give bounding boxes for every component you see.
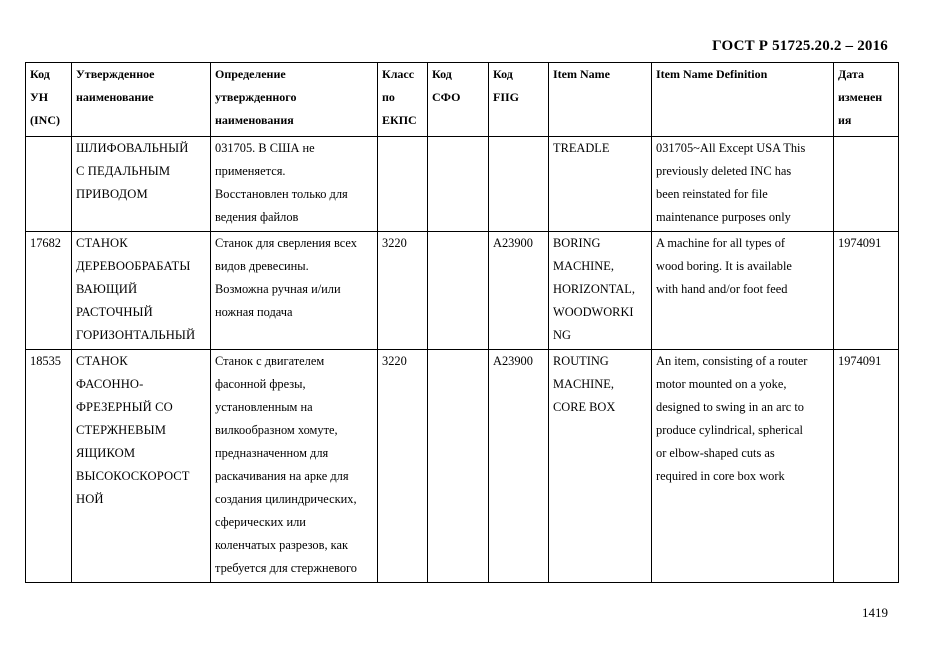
cell-item-name: BORING MACHINE, HORIZONTAL, WOODWORKI NG <box>549 232 652 350</box>
cell-sfo <box>428 137 489 232</box>
cell-class: 3220 <box>378 350 428 583</box>
col-header-class: Класс по ЕКПС <box>378 63 428 137</box>
cell-inc <box>26 137 72 232</box>
cell-fiig: A23900 <box>489 350 549 583</box>
cell-definition: Станок с двигателем фасонной фрезы, установленным на вилкообразном хомуте, предназначенном для раскачивания на арке для создания цилиндрических, сферических или коленчатых разрезов, как требуется для стержневого <box>211 350 378 583</box>
col-header-sfo: Код СФО <box>428 63 489 137</box>
col-header-approved-name: Утвержденное наименование <box>72 63 211 137</box>
col-header-item-name-definition: Item Name Definition <box>652 63 834 137</box>
cell-fiig: A23900 <box>489 232 549 350</box>
col-header-item-name: Item Name <box>549 63 652 137</box>
cell-date: 1974091 <box>834 350 899 583</box>
table-header-row <box>26 63 899 137</box>
cell-date <box>834 137 899 232</box>
document-title: ГОСТ Р 51725.20.2 – 2016 <box>712 38 888 54</box>
cell-definition: Станок для сверления всех видов древесины. Возможна ручная и/или ножная подача <box>211 232 378 350</box>
cell-item-name-definition: A machine for all types of wood boring. It is available with hand and/or foot feed <box>652 232 834 350</box>
col-header-date: Дата изменен ия <box>834 63 899 137</box>
table-row <box>26 137 899 232</box>
cell-class <box>378 137 428 232</box>
col-header-inc: Код УН (INC) <box>26 63 72 137</box>
cell-date: 1974091 <box>834 232 899 350</box>
cell-fiig <box>489 137 549 232</box>
cell-inc: 18535 <box>26 350 72 583</box>
cell-definition: 031705. В США не применяется. Восстановлен только для ведения файлов <box>211 137 378 232</box>
cell-sfo <box>428 232 489 350</box>
table-row <box>26 232 899 350</box>
cell-approved-name: СТАНОК ДЕРЕВООБРАБАТЫ ВАЮЩИЙ РАСТОЧНЫЙ ГОРИЗОНТАЛЬНЫЙ <box>72 232 211 350</box>
table-row <box>26 350 899 583</box>
cell-item-name-definition: 031705~All Except USA This previously deleted INC has been reinstated for file maintenance purposes only <box>652 137 834 232</box>
cell-class: 3220 <box>378 232 428 350</box>
col-header-definition: Определение утвержденного наименования <box>211 63 378 137</box>
cell-sfo <box>428 350 489 583</box>
col-header-fiig: Код FIIG <box>489 63 549 137</box>
catalog-table <box>25 62 899 583</box>
cell-approved-name: ШЛИФОВАЛЬНЫЙ С ПЕДАЛЬНЫМ ПРИВОДОМ <box>72 137 211 232</box>
cell-item-name-definition: An item, consisting of a router motor mounted on a yoke, designed to swing in an arc to produce cylindrical, spherical or elbow-shaped cuts as required in core box work <box>652 350 834 583</box>
cell-item-name: TREADLE <box>549 137 652 232</box>
cell-approved-name: СТАНОК ФАСОННО- ФРЕЗЕРНЫЙ СО СТЕРЖНЕВЫМ ЯЩИКОМ ВЫСОКОСКОРОСТ НОЙ <box>72 350 211 583</box>
cell-inc: 17682 <box>26 232 72 350</box>
cell-item-name: ROUTING MACHINE, CORE BOX <box>549 350 652 583</box>
page-number: 1419 <box>862 605 888 620</box>
